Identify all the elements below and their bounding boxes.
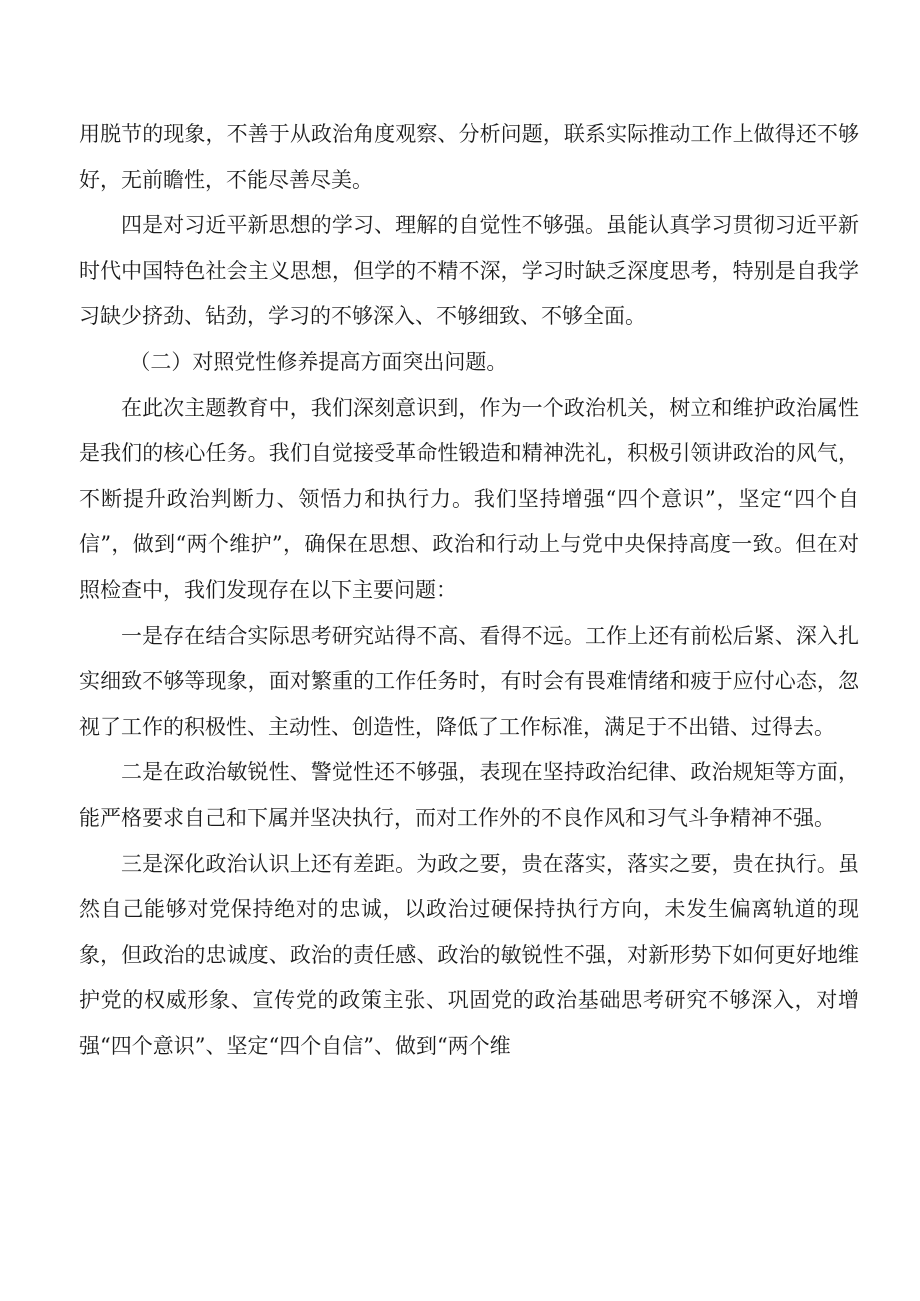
paragraph-theme-education: 在此次主题教育中，我们深刻意识到，作为一个政治机关，树立和维护政治属性是我们的核心任务。我们自觉接受革命性锻造和精神洗礼，积极引领讲政治的风气，不断提升政治判断力、领悟力和执行力。我们坚持增强“四个意识”，坚定“四个自信”，做到“两个维护”，确保在思想、政治和行动上与党中央保持高度一致。但在对照检查中，我们发现存在以下主要问题： bbox=[79, 395, 859, 602]
section-subheading: （二）对照党性修养提高方面突出问题。 bbox=[129, 349, 508, 374]
paragraph-problem-three: 三是深化政治认识上还有差距。为政之要，贵在落实，落实之要，贵在执行。虽然自己能够对党保持绝对的忠诚，以政治过硬保持执行方向，未发生偏离轨道的现象，但政治的忠诚度、政治的责任感、政治的敏锐性不强，对新形势下如何更好地维护党的权威形象、宣传党的政策主张、巩固党的政治基础思考研究不够深入，对增强“四个意识”、坚定“四个自信”、做到“两个维 bbox=[79, 851, 859, 1058]
paragraph-continuation: 用脱节的现象，不善于从政治角度观察、分析问题，联系实际推动工作上做得还不够好，无前瞻性，不能尽善尽美。 bbox=[79, 122, 859, 192]
document-body bbox=[79, 112, 859, 1069]
paragraph-study-awareness: 四是对习近平新思想的学习、理解的自觉性不够强。虽能认真学习贯彻习近平新时代中国特色社会主义思想，但学的不精不深，学习时缺乏深度思考，特别是自我学习缺少挤劲、钻劲，学习的不够深入、不够细致、不够全面。 bbox=[79, 213, 859, 329]
paragraph-problem-two: 二是在政治敏锐性、警觉性还不够强，表现在坚持政治纪律、政治规矩等方面，能严格要求自己和下属并坚决执行，而对工作外的不良作风和习气斗争精神不强。 bbox=[79, 760, 859, 830]
paragraph-problem-one: 一是存在结合实际思考研究站得不高、看得不远。工作上还有前松后紧、深入扎实细致不够等现象，面对繁重的工作任务时，有时会有畏难情绪和疲于应付心态，忽视了工作的积极性、主动性、创造性，降低了工作标准，满足于不出错、过得去。 bbox=[79, 623, 859, 739]
